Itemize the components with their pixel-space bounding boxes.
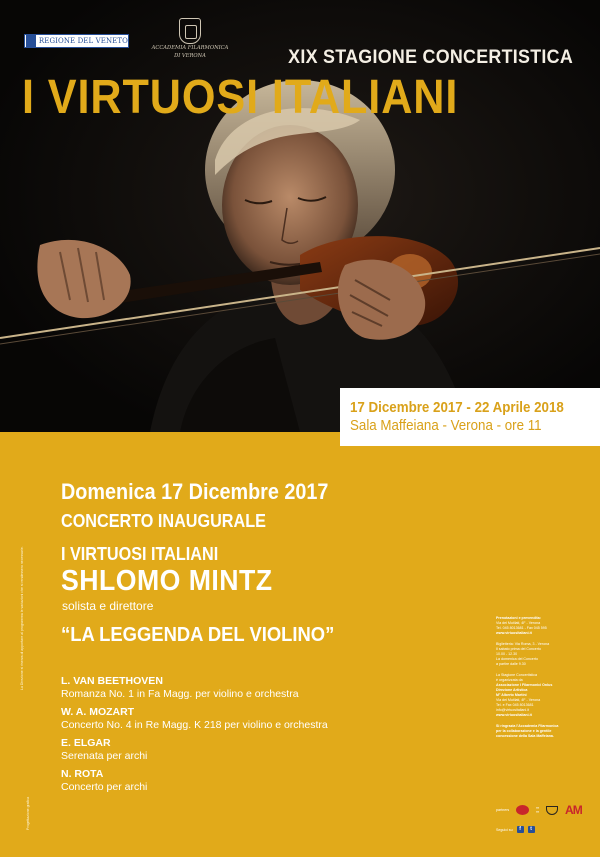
partners-row xyxy=(496,803,586,817)
box-office-info: Biglietteria: Via Roma, 3 - Verona Il sabato prima del Concerto 10.00 - 12.30 La domenica del Concerto a partire dalle 9.30 xyxy=(496,642,550,666)
work: Concerto No. 4 in Re Magg. K 218 per violino e orchestra xyxy=(61,719,328,731)
organizer-info: La Stagione Concertistica è organizzata da Associazione I Filarmonici Onlus Direzione Artistica M° Alberto Martini Via dei Mutilati, 4F - Verona Tel. e Fax 045 8013681 info@virtuositaliani.it www.virtuositaliani.it xyxy=(496,673,586,718)
work: Concerto per archi xyxy=(61,781,148,793)
accademia-emblem-icon xyxy=(179,18,201,44)
facebook-icon[interactable]: f xyxy=(517,826,524,833)
info-column xyxy=(496,616,586,745)
work: Serenata per archi xyxy=(61,750,148,762)
social-label: Seguici su xyxy=(496,827,513,832)
program-item xyxy=(61,675,391,706)
event-name: CONCERTO INAUGURALE xyxy=(61,511,266,531)
program-item xyxy=(61,706,391,737)
program-list xyxy=(61,675,391,799)
work: Romanza No. 1 in Fa Magg. per violino e orchestra xyxy=(61,688,299,700)
season-venue: Sala Maffeiana - Verona - ore 11 xyxy=(350,418,542,434)
thanks-info: Si ringrazia l'Accademia Filarmonica per la collaborazione e la gentile concessione della Sala Maffeiana. xyxy=(496,724,559,738)
concert-title: “LA LEGGENDA DEL VIOLINO” xyxy=(61,624,335,646)
program-item xyxy=(61,768,391,799)
booking-info: Prenotazioni e prevendita: Via dei Mutilati, 4F - Verona Tel. 045 8013681 - Fax 045 595 www.virtuositaliani.it xyxy=(496,616,586,636)
composer: L. VAN BEETHOVEN xyxy=(61,675,163,687)
season-date-range: 17 Dicembre 2017 - 22 Aprile 2018 xyxy=(350,400,564,416)
organizer-website-link[interactable]: www.virtuositaliani.it xyxy=(496,713,532,717)
program-disclaimer: La Direzione si riserva di apportare al programma le variazioni che si rendessero necessarie. xyxy=(20,546,24,690)
composer: N. ROTA xyxy=(61,768,104,780)
ensemble-name: I VIRTUOSI ITALIANI xyxy=(61,544,219,564)
season-dates-box xyxy=(340,388,600,446)
social-row xyxy=(496,826,535,833)
poster-title: I VIRTUOSI ITALIANI xyxy=(22,71,459,124)
composer: E. ELGAR xyxy=(61,737,111,749)
partner-logo-mask-icon xyxy=(546,806,558,815)
soloist-name: SHLOMO MINTZ xyxy=(61,565,273,597)
season-title: XIX STAGIONE CONCERTISTICA xyxy=(288,47,573,68)
partners-label: partners xyxy=(496,808,510,812)
accademia-filarmonica-logo: ACCADEMIA FILARMONICA DI VERONA xyxy=(150,18,230,60)
regione-veneto-logo: REGIONE DEL VENETO xyxy=(24,34,129,48)
partner-logo-am-icon: AM xyxy=(565,803,582,817)
organizer-email-link[interactable]: info@virtuositaliani.it xyxy=(496,708,530,712)
soloist-role: solista e direttore xyxy=(62,599,154,613)
event-date: Domenica 17 Dicembre 2017 xyxy=(61,479,329,504)
twitter-icon[interactable]: t xyxy=(528,826,535,833)
program-item xyxy=(61,737,391,768)
lion-shield-icon xyxy=(26,35,36,47)
booking-website-link[interactable]: www.virtuositaliani.it xyxy=(496,631,532,635)
partner-logo-red-icon xyxy=(516,805,529,815)
composer: W. A. MOZART xyxy=(61,706,135,718)
graphic-credit: Progettazione grafica xyxy=(26,796,30,830)
partner-logo-text-icon: ▪▪ ▪▪ xyxy=(536,805,540,814)
